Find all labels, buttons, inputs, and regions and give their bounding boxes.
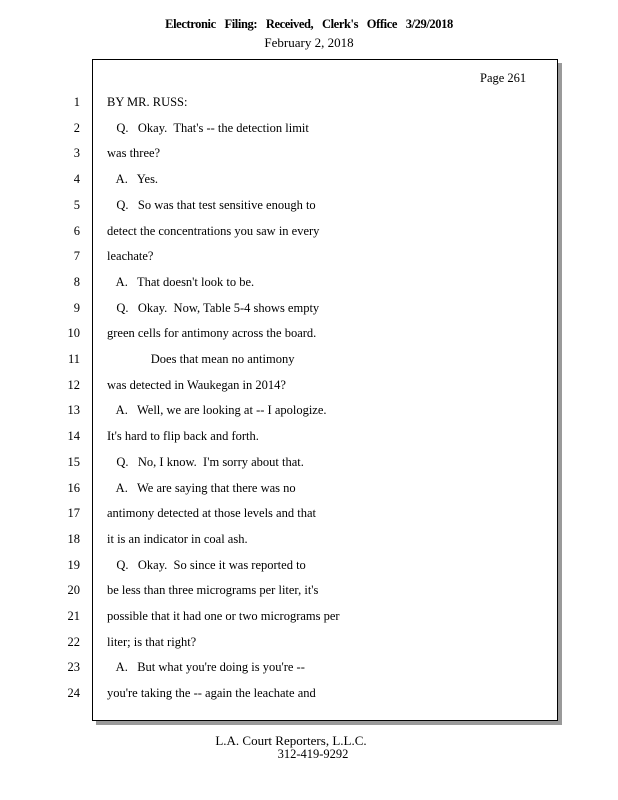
- transcript-date: February 2, 2018: [264, 35, 354, 50]
- footer-phone: 312-419-9292: [277, 747, 349, 761]
- line-text: be less than three micrograms per liter, it's: [107, 583, 319, 597]
- line-number: 8: [73, 275, 80, 289]
- line-text: Q. No, I know. I'm sorry about that.: [107, 455, 304, 469]
- line-number: 16: [67, 481, 80, 495]
- line-text: possible that it had one or two micrograms per: [107, 609, 340, 623]
- line-number: 4: [73, 172, 80, 186]
- line-number: 23: [67, 660, 80, 674]
- page-number: Page 261: [480, 71, 527, 85]
- line-text: A. But what you're doing is you're --: [107, 660, 305, 674]
- line-text: detect the concentrations you saw in every: [107, 224, 320, 238]
- line-number: 9: [73, 301, 80, 315]
- line-number: 15: [67, 455, 80, 469]
- line-text: liter; is that right?: [107, 635, 197, 649]
- line-number: 24: [67, 686, 80, 700]
- line-text: Q. Okay. So since it was reported to: [107, 558, 306, 572]
- line-number: 5: [73, 198, 80, 212]
- line-number: 6: [73, 224, 80, 238]
- line-number: 3: [73, 146, 80, 160]
- line-number: 11: [67, 352, 80, 366]
- line-number: 2: [73, 121, 80, 135]
- line-text: Does that mean no antimony: [107, 352, 295, 366]
- line-text: you're taking the -- again the leachate and: [107, 686, 316, 700]
- line-text: Q. So was that test sensitive enough to: [107, 198, 316, 212]
- line-text: A. We are saying that there was no: [107, 481, 296, 495]
- filing-stamp: Electronic Filing: Received, Clerk's Office 3/29/2018: [165, 17, 453, 31]
- line-number: 7: [73, 249, 80, 263]
- line-text: was three?: [107, 146, 161, 160]
- footer-company: L.A. Court Reporters, L.L.C.: [215, 733, 367, 748]
- line-number: 13: [67, 403, 80, 417]
- line-text: leachate?: [107, 249, 154, 263]
- line-number: 22: [67, 635, 80, 649]
- line-text: antimony detected at those levels and that: [107, 506, 316, 520]
- line-text: Q. Okay. That's -- the detection limit: [107, 121, 309, 135]
- line-number: 20: [67, 583, 80, 597]
- line-text: A. That doesn't look to be.: [107, 275, 255, 289]
- line-text: was detected in Waukegan in 2014?: [107, 378, 286, 392]
- line-number: 17: [67, 506, 80, 520]
- line-text: BY MR. RUSS:: [107, 95, 188, 109]
- line-text: green cells for antimony across the board.: [107, 326, 317, 340]
- line-number: 21: [67, 609, 80, 623]
- line-number: 1: [73, 95, 80, 109]
- line-text: It's hard to flip back and forth.: [107, 429, 259, 443]
- line-number: 18: [67, 532, 80, 546]
- line-text: it is an indicator in coal ash.: [107, 532, 248, 546]
- line-number: 10: [67, 326, 80, 340]
- line-text: A. Well, we are looking at -- I apologize.: [107, 403, 327, 417]
- line-number: 19: [67, 558, 80, 572]
- line-number: 12: [67, 378, 80, 392]
- line-text: A. Yes.: [107, 172, 159, 186]
- line-number: 14: [67, 429, 80, 443]
- line-text: Q. Okay. Now, Table 5-4 shows empty: [107, 301, 320, 315]
